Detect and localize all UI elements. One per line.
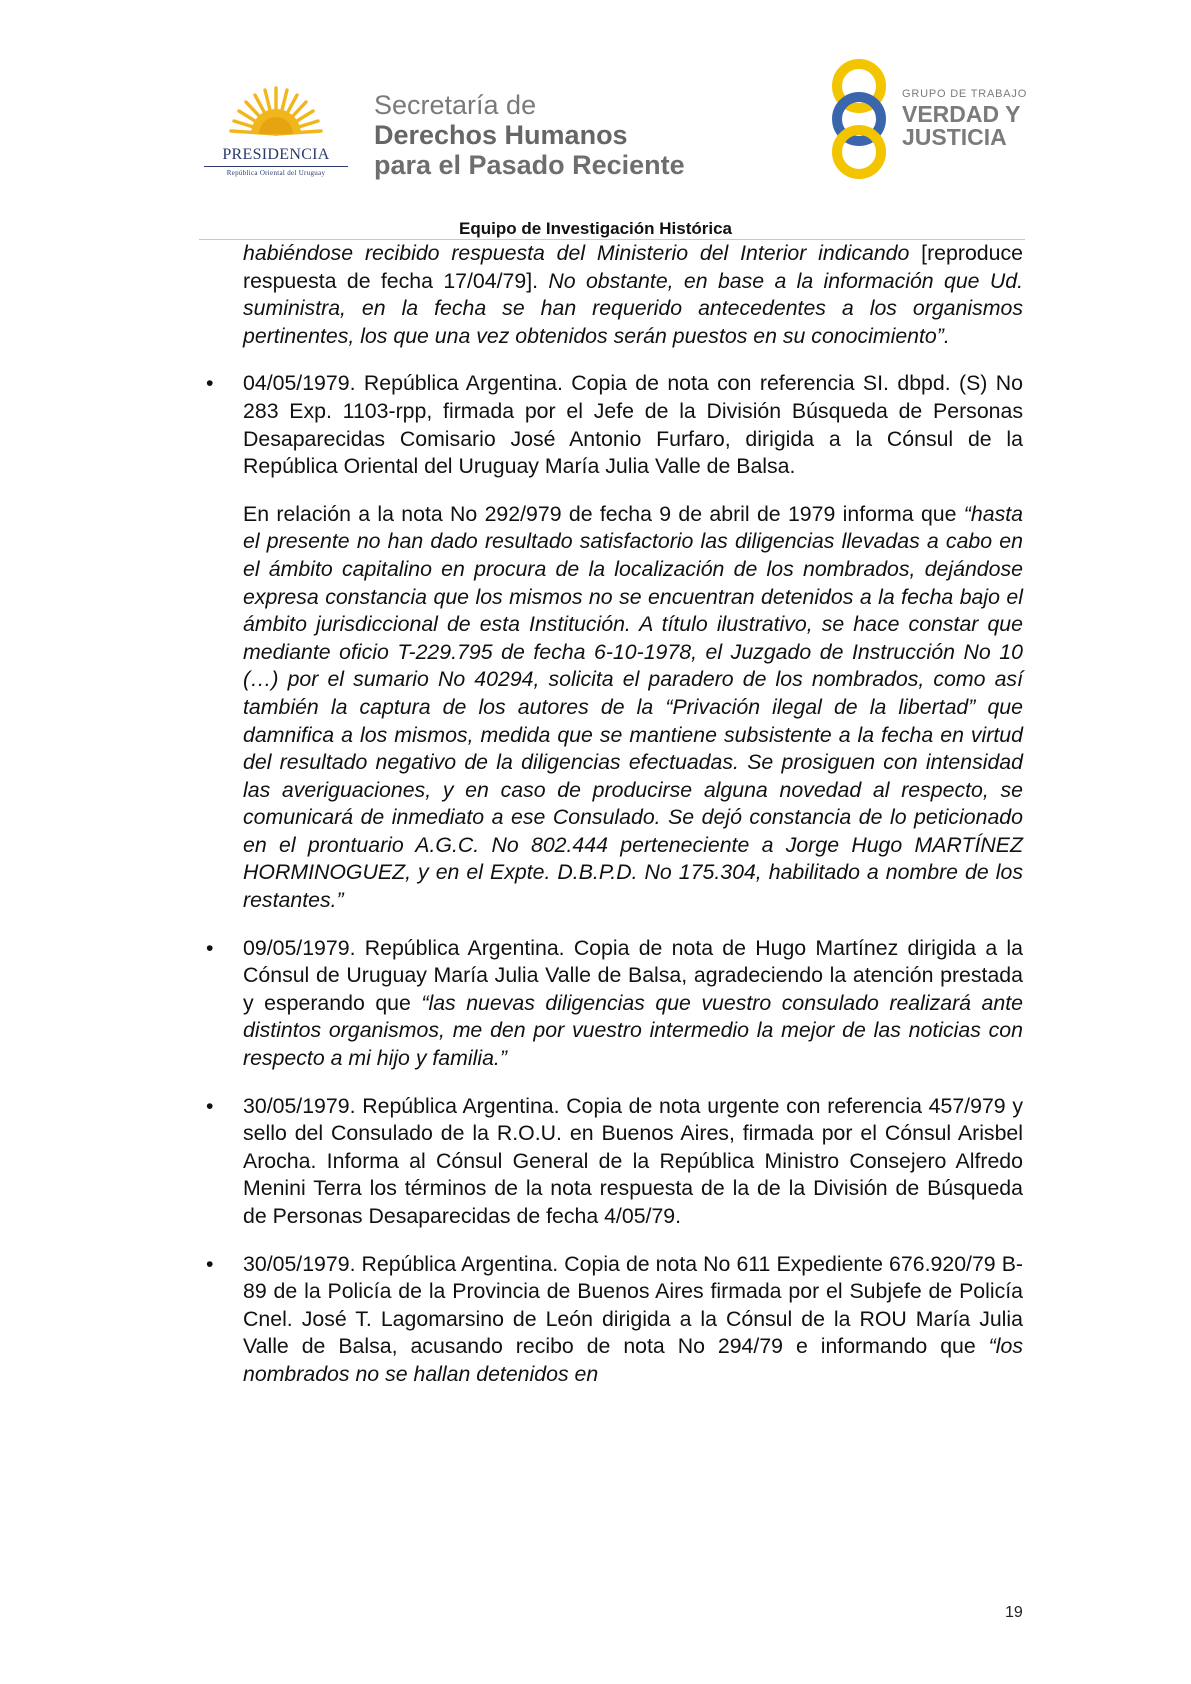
secretaria-line-2: Derechos Humanos bbox=[374, 120, 628, 150]
intro-quote-c: No obstante, en base a la información que Ud. suministra, en la fecha se han requerido antecedentes a los organismos pertinentes, los que una vez obtenidos serán puestos en su conocimiento”. bbox=[243, 268, 1023, 348]
document-body bbox=[206, 240, 1023, 1409]
list-item bbox=[206, 1093, 1023, 1231]
item-lead: 30/05/1979. República Argentina. Copia de nota No 611 Expediente 676.920/79 B-89 de la Policía de la Provincia de Buenos Aires firmada por el Subjefe de Policía Cnel. José T. Lagomarsino de León dirigida a la Cónsul de la ROU María Julia Valle de Balsa, acusando recibo de nota No 294/79 e informando que bbox=[243, 1251, 1023, 1359]
team-title: Equipo de Investigación Histórica bbox=[459, 219, 732, 238]
bullet: • bbox=[206, 935, 214, 960]
item-text: 04/05/1979. República Argentina. Copia de nota con referencia SI. dbpd. (S) No 283 Exp. 1103-rpp, firmada por el Jefe de la División Búsqueda de Personas Desaparecidas Comisario José Antonio Furfaro, dirigida a la Cónsul de la República Oriental del Uruguay María Julia Valle de Balsa. bbox=[243, 371, 1023, 479]
secretaria-title bbox=[374, 90, 685, 180]
intro-quote-a: habiéndose recibido respuesta del Ministerio del Interior indicando bbox=[243, 241, 910, 265]
sun-icon bbox=[229, 84, 323, 146]
gtvj-line-1: GRUPO DE TRABAJO bbox=[902, 88, 1028, 100]
detail-quote: “hasta el presente no han dado resultado satisfactorio las diligencias llevadas a cabo en el ámbito capitalino en procura de la localización de los nombrados, dejándose expresa constancia que los mismos no se encuentran detenidos a la fecha bajo el ámbito jurisdiccional de esta Institución. A título ilustrativo, se hace constar que mediante oficio T-229.795 de fecha 6-10-1978, el Juzgado de Instrucción No 10 (…) por el sumario No 40294, solicita el paradero de los nombrados, como así también la captura de los autores de la “Privación ilegal de la libertad” que damnifica a los mismos, medida que se mantiene subsistente a la fecha en virtud del resultado negativo de la diligencias efectuadas. Se prosiguen con intensidad las averiguaciones, y en caso de producirse alguna novedad al respecto, se comunicará de inmediato a ese Consulado. Se dejó constancia de lo peticionado en el prontuario A.G.C. No 802.444 perteneciente a Jorge Hugo MARTÍNEZ HORMINOGUEZ, y en el Expte. D.B.P.D. No 175.304, habilitado a nombre de los restantes.” bbox=[243, 501, 1023, 913]
detail-lead: En relación a la nota No 292/979 de fecha 9 de abril de 1979 informa que bbox=[243, 501, 964, 526]
rings-icon bbox=[824, 58, 894, 180]
divider bbox=[204, 166, 348, 167]
intro-bracket: [reproduce respuesta de fecha 17/04/79]. bbox=[243, 241, 1023, 293]
item-text: 30/05/1979. República Argentina. Copia de nota urgente con referencia 457/979 y sello del Consulado de la R.O.U. en Buenos Aires, firmada por el Cónsul Arisbel Arocha. Informa al Cónsul General de la República Ministro Consejero Alfredo Menini Terra los términos de la nota respuesta de la de la División de Búsqueda de Personas Desaparecidas de fecha 4/05/79. bbox=[243, 1093, 1023, 1228]
verdad-justicia-text bbox=[902, 88, 1027, 149]
list-item bbox=[206, 370, 1023, 480]
page-number: 19 bbox=[1005, 1604, 1023, 1621]
presidencia-name: PRESIDENCIA bbox=[222, 146, 330, 163]
gtvj-line-2: VERDAD Y bbox=[902, 101, 1021, 127]
list-item bbox=[206, 1251, 1023, 1389]
item-quote: “los nombrados no se hallan detenidos en bbox=[243, 1334, 1023, 1386]
presidencia-subtitle: República Oriental del Uruguay bbox=[226, 169, 326, 177]
presidencia-logo bbox=[196, 84, 356, 184]
item-quote: “las nuevas diligencias que vuestro consulado realizará ante distintos organismos, me den por vuestro intermedio la mejor de las noticias con respecto a mi hijo y familia.” bbox=[243, 990, 1023, 1071]
intro-paragraph bbox=[243, 240, 1023, 350]
item-lead: 09/05/1979. República Argentina. Copia de nota de Hugo Martínez dirigida a la Cónsul de Uruguay María Julia Valle de Balsa, agradeciendo la atención prestada y esperando que bbox=[243, 935, 1023, 1015]
secretaria-line-3: para el Pasado Reciente bbox=[374, 150, 685, 180]
secretaria-line-1: Secretaría de bbox=[374, 90, 537, 120]
list-item bbox=[206, 935, 1023, 1073]
bullet: • bbox=[206, 1251, 214, 1276]
bullet: • bbox=[206, 1093, 214, 1118]
bullet: • bbox=[206, 371, 214, 396]
item-detail-paragraph bbox=[243, 501, 1023, 915]
verdad-justicia-logo bbox=[824, 58, 1034, 180]
gtvj-line-3: JUSTICIA bbox=[902, 124, 1007, 150]
